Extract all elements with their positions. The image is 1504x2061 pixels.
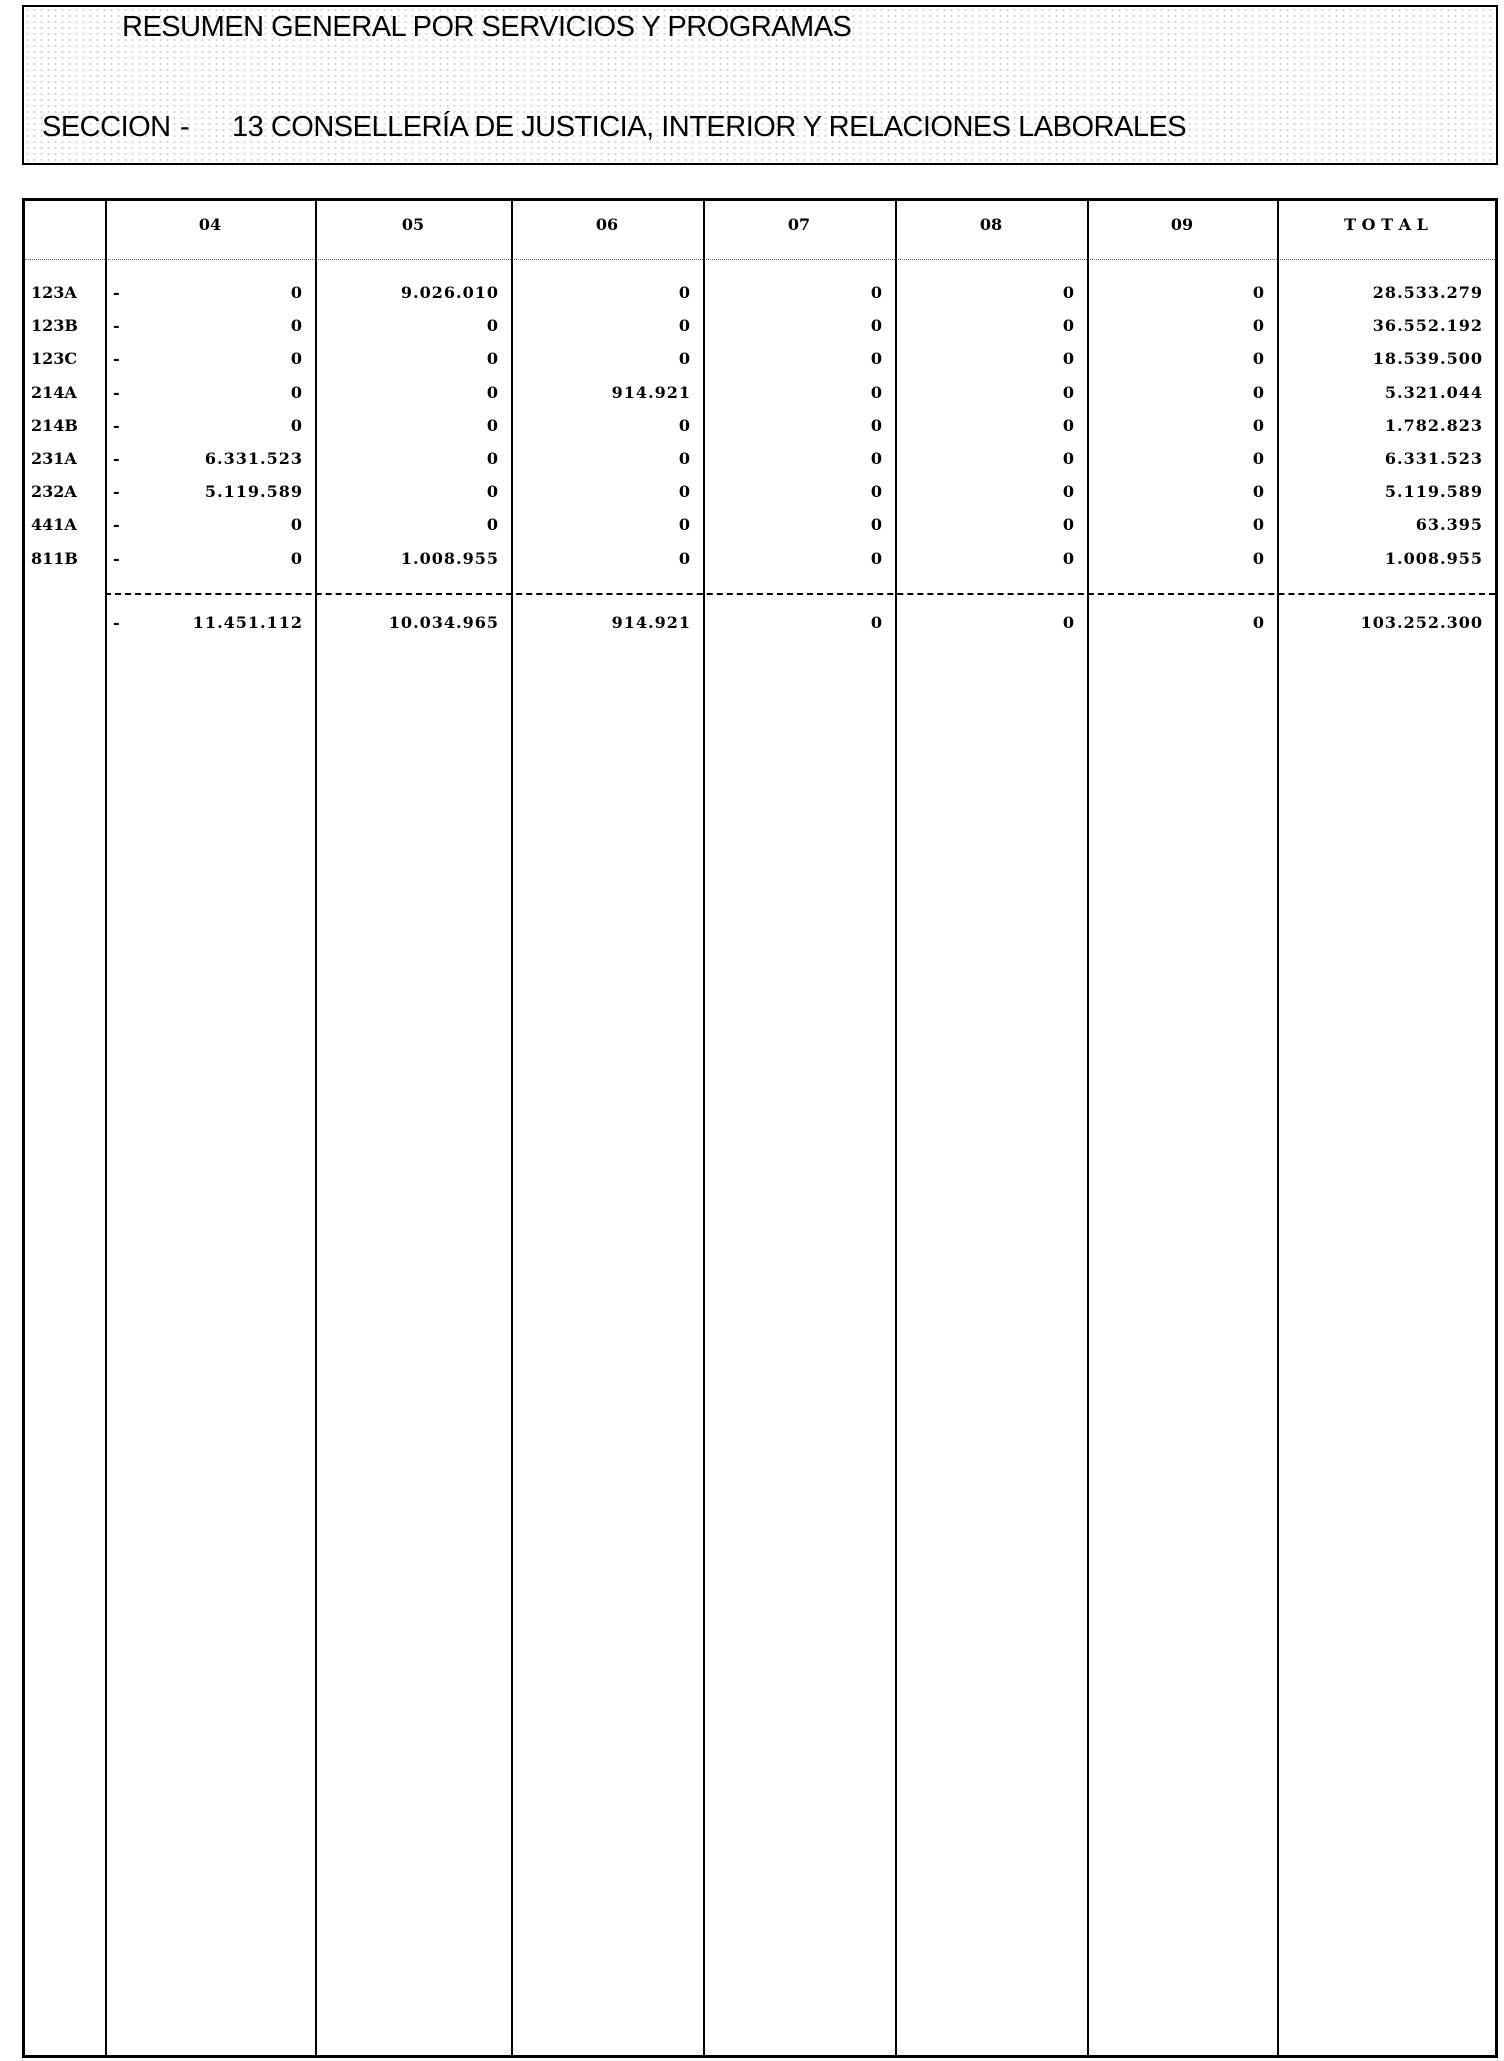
report-title: RESUMEN GENERAL POR SERVICIOS Y PROGRAMAS — [122, 11, 852, 43]
section-label: SECCION — [42, 111, 171, 143]
section-name: 13 CONSELLERÍA DE JUSTICIA, INTERIOR Y RELACIONES LABORALES — [232, 111, 1187, 143]
row-dash: - — [113, 548, 120, 568]
total-cell: 103.252.300 — [1360, 613, 1483, 632]
table-cell: 0 — [1252, 515, 1265, 535]
table-cell: 1.008.955 — [1384, 548, 1483, 568]
row-code: 232A — [31, 482, 77, 502]
table-cell: 0 — [1062, 548, 1075, 568]
total-cell: 11.451.112 — [192, 613, 303, 632]
table-cell: 0 — [1252, 415, 1265, 435]
row-code: 811B — [31, 548, 78, 568]
table-cell: 0 — [486, 515, 499, 535]
table-cell: 63.395 — [1415, 515, 1483, 535]
table-cell: 0 — [870, 548, 883, 568]
table-cell: 0 — [678, 482, 691, 502]
row-code: 441A — [31, 515, 77, 535]
table-cell: 0 — [870, 316, 883, 336]
table-cell: 0 — [290, 415, 303, 435]
header-rule — [25, 259, 1495, 260]
table-cell: 0 — [1252, 382, 1265, 402]
table-cell: 0 — [678, 316, 691, 336]
report-header — [22, 5, 1498, 165]
table-cell: 0 — [1252, 316, 1265, 336]
table-cell: 0 — [1062, 415, 1075, 435]
column-header: 07 — [787, 215, 811, 234]
row-dash: - — [113, 382, 120, 402]
table-cell: 0 — [1252, 283, 1265, 302]
table-cell: 0 — [870, 482, 883, 502]
table-cell: 0 — [1062, 349, 1075, 369]
table-cell: 0 — [870, 349, 883, 369]
total-cell: 0 — [870, 613, 883, 632]
table-cell: 0 — [1252, 482, 1265, 502]
row-code: 123A — [31, 283, 77, 302]
table-cell: 36.552.192 — [1372, 316, 1483, 336]
table-cell: 0 — [290, 283, 303, 302]
row-dash: - — [113, 415, 120, 435]
table-cell: 6.331.523 — [204, 449, 303, 468]
table-cell: 0 — [486, 482, 499, 502]
table-cell: 0 — [870, 449, 883, 468]
row-code: 231A — [31, 449, 77, 468]
table-cell: 18.539.500 — [1372, 349, 1483, 369]
table-cell: 0 — [486, 415, 499, 435]
column-header: 05 — [401, 215, 425, 234]
total-dash: - — [113, 613, 120, 632]
row-code: 214B — [31, 415, 78, 435]
row-code: 123B — [31, 316, 78, 336]
table-cell: 0 — [290, 316, 303, 336]
row-dash: - — [113, 349, 120, 369]
total-cell: 0 — [1252, 613, 1265, 632]
table-cell: 6.331.523 — [1384, 449, 1483, 468]
row-dash: - — [113, 316, 120, 336]
total-cell: 10.034.965 — [388, 613, 499, 632]
column-divider — [895, 201, 897, 2055]
table-cell: 9.026.010 — [400, 283, 499, 302]
total-cell: 0 — [1062, 613, 1075, 632]
total-rule — [105, 593, 1495, 595]
table-cell: 0 — [486, 316, 499, 336]
table-cell: 0 — [1062, 515, 1075, 535]
row-code: 214A — [31, 382, 77, 402]
table-cell: 0 — [870, 515, 883, 535]
table-cell: 0 — [1062, 316, 1075, 336]
table-cell: 0 — [486, 449, 499, 468]
column-divider — [105, 201, 107, 2055]
table-cell: 5.119.589 — [204, 482, 303, 502]
table-cell: 0 — [1062, 482, 1075, 502]
table-cell: 0 — [678, 515, 691, 535]
row-dash: - — [113, 283, 120, 302]
row-dash: - — [113, 515, 120, 535]
row-dash: - — [113, 449, 120, 468]
column-divider — [315, 201, 317, 2055]
table-cell: 0 — [1062, 283, 1075, 302]
table-cell: 0 — [870, 415, 883, 435]
table-cell: 0 — [1252, 449, 1265, 468]
column-header: 06 — [595, 215, 619, 234]
table-cell: 0 — [1062, 382, 1075, 402]
column-divider — [1087, 201, 1089, 2055]
table-cell: 0 — [870, 382, 883, 402]
table-cell: 0 — [1062, 449, 1075, 468]
table-cell: 0 — [678, 449, 691, 468]
table-cell: 0 — [486, 382, 499, 402]
table-cell: 0 — [290, 548, 303, 568]
table-cell: 28.533.279 — [1372, 283, 1483, 302]
table-cell: 0 — [486, 349, 499, 369]
table-cell: 0 — [678, 283, 691, 302]
table-cell: 5.119.589 — [1384, 482, 1483, 502]
table-cell: 0 — [678, 548, 691, 568]
column-divider — [1277, 201, 1279, 2055]
column-divider — [703, 201, 705, 2055]
table-cell: 914.921 — [611, 382, 691, 402]
table-cell: 1.782.823 — [1384, 415, 1483, 435]
table-cell: 0 — [290, 515, 303, 535]
table-cell: 0 — [1252, 349, 1265, 369]
row-dash: - — [113, 482, 120, 502]
table-cell: 0 — [678, 349, 691, 369]
column-header: 09 — [1170, 215, 1194, 234]
table-cell: 0 — [1252, 548, 1265, 568]
table-cell: 0 — [870, 283, 883, 302]
total-cell: 914.921 — [611, 613, 691, 632]
row-code: 123C — [31, 349, 78, 369]
section-separator: - — [180, 111, 190, 143]
column-header: 08 — [979, 215, 1003, 234]
table-cell: 0 — [290, 382, 303, 402]
table-cell: 5.321.044 — [1384, 382, 1483, 402]
column-divider — [511, 201, 513, 2055]
table-cell: 0 — [678, 415, 691, 435]
summary-table — [22, 198, 1498, 2058]
column-header: 04 — [198, 215, 222, 234]
table-cell: 1.008.955 — [400, 548, 499, 568]
column-header: T O T A L — [1344, 215, 1428, 234]
table-cell: 0 — [290, 349, 303, 369]
